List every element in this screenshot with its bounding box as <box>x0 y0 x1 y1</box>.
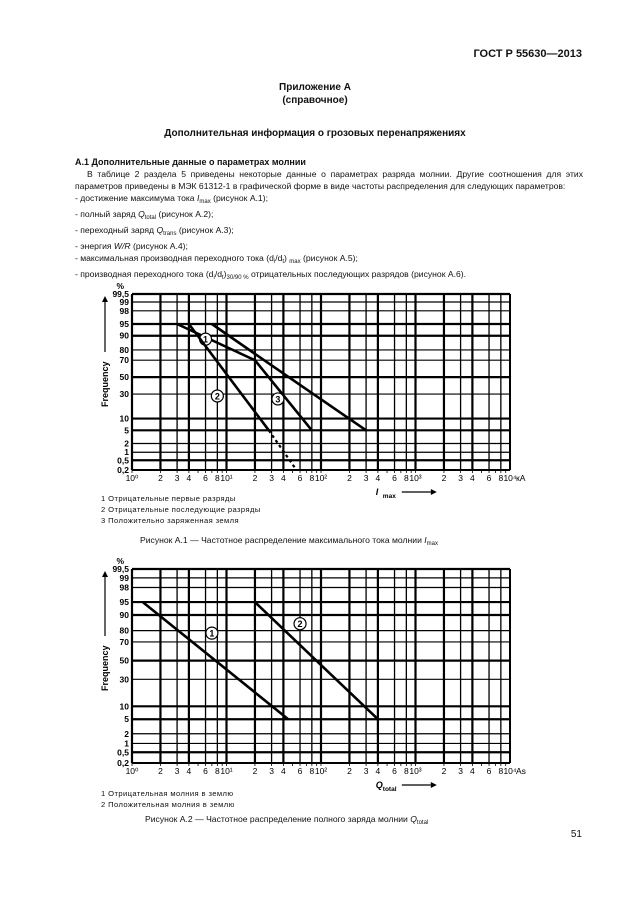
item-text: - производная переходного тока (d <box>75 269 214 279</box>
subsection-title: А.1 Дополнительные данные о параметрах молнии <box>75 157 306 167</box>
y-tick-label: 50 <box>119 655 129 666</box>
y-tick-label: 99,5 <box>112 289 129 299</box>
x-tick-label: 4 <box>281 473 286 483</box>
legend-entry: 3 Положительно заряженная земля <box>101 516 239 525</box>
annex-subtitle: (справочное) <box>282 95 348 106</box>
annex-title: Приложение А <box>279 82 351 93</box>
x-tick-label: 3 <box>363 766 369 776</box>
x-tick-label: 6 <box>203 473 208 483</box>
item-symbol: I <box>196 193 200 203</box>
x-tick-label: 10² <box>314 473 328 483</box>
figure-a1-caption-sub: max <box>426 541 439 547</box>
section-title: Дополнительная информация о грозовых перенапряжениях <box>164 128 466 139</box>
x-axis-label: I <box>375 487 379 497</box>
x-tick-label: 10⁴ <box>503 766 517 776</box>
x-tick-label: 8 <box>403 766 409 776</box>
item-text: - переходный заряд <box>75 225 157 235</box>
x-tick-label: 10¹ <box>220 473 233 483</box>
x-tick-label: 8 <box>309 766 315 776</box>
y-tick-label: 2 <box>124 438 129 449</box>
x-axis-label-sub: total <box>382 786 397 793</box>
y-tick-label: 90 <box>119 330 129 341</box>
y-tick-label: 10 <box>119 701 129 712</box>
x-axis-label-sub: max <box>382 493 396 500</box>
x-tick-label: 2 <box>158 766 163 776</box>
x-tick-label: 6 <box>297 473 303 483</box>
x-tick-label: 4 <box>186 766 192 776</box>
y-tick-label: 30 <box>119 674 129 685</box>
legend-entry: 2 Отрицательные последующие разряды <box>101 505 261 514</box>
parameter-list-item <box>75 224 583 240</box>
x-tick-label: 2 <box>347 473 352 483</box>
y-tick-label: 99 <box>119 572 129 583</box>
item-subscript: max <box>289 259 301 265</box>
x-tick-label: 3 <box>269 473 274 483</box>
page-number: 51 <box>570 829 582 840</box>
intro-block <box>75 168 583 284</box>
intro-paragraph: В таблице 2 раздела 5 приведены некоторые данные о параметрах разряда молнии. Другие соотношения для этих параметров приведены в МЭК 61312-1 в графической форме в виде частоты распределения для следующих параметров: <box>75 169 583 191</box>
x-tick-label: 8 <box>498 766 504 776</box>
y-tick-label: 80 <box>119 625 129 636</box>
y-tick-label: 1 <box>124 447 129 458</box>
item-symbol: Q <box>156 225 164 235</box>
figure-a2-caption-text: Рисунок А.2 — Частотное распределение полного заряда молнии <box>145 814 408 824</box>
x-tick-label: 8 <box>498 473 504 483</box>
document-header: ГОСТ Р 55630—2013 <box>473 48 582 60</box>
legend-entry: 1 Отрицательные первые разряды <box>101 494 236 503</box>
x-tick-label: 6 <box>297 766 303 776</box>
item-subscript: i <box>273 259 276 265</box>
x-axis-arrowhead <box>431 782 437 788</box>
x-tick-label: 2 <box>441 766 447 776</box>
x-tick-label: 4 <box>375 473 381 483</box>
x-tick-label: 6 <box>486 473 492 483</box>
y-axis-label: Frequency <box>100 361 110 407</box>
x-tick-label: 2 <box>158 473 163 483</box>
x-tick-label: 6 <box>203 766 208 776</box>
y-tick-label: 70 <box>119 636 129 647</box>
parameter-list-item <box>75 192 583 208</box>
x-tick-label: 8 <box>214 766 220 776</box>
series-label: 2 <box>297 619 303 630</box>
item-symbol: Q <box>138 209 145 219</box>
item-text: /d <box>275 253 283 263</box>
parameter-list-item <box>75 208 583 224</box>
x-tick-label: 2 <box>441 473 447 483</box>
item-subscript: max <box>199 199 211 205</box>
x-tick-label: 10³ <box>409 473 422 483</box>
item-text: ) <box>223 269 227 279</box>
x-tick-label: 10¹ <box>220 766 233 776</box>
y-unit-label: % <box>116 281 124 291</box>
series-label: 1 <box>209 628 215 639</box>
y-tick-label: 99 <box>119 297 129 308</box>
item-subscript: 30/90 % <box>226 275 249 281</box>
y-axis-arrowhead <box>102 571 108 577</box>
x-tick-label: 3 <box>269 766 274 776</box>
x-tick-label: 4 <box>281 766 286 776</box>
item-text: - полный заряд <box>75 209 139 219</box>
x-tick-label: 6 <box>392 766 397 776</box>
item-text: (рисунок А.5); <box>300 253 358 263</box>
series-label: 2 <box>214 391 220 402</box>
parameter-list-item <box>75 240 583 252</box>
item-text: (рисунок А.4); <box>130 241 188 251</box>
x-tick-label: 2 <box>252 473 258 483</box>
y-tick-label: 98 <box>119 582 129 593</box>
item-symbol: W/R <box>113 241 131 251</box>
item-text: (рисунок А.2); <box>156 209 214 219</box>
blank-panel <box>323 570 469 629</box>
legend-entry: 2 Положительная молния в землю <box>101 800 235 809</box>
y-axis-label: Frequency <box>100 645 110 691</box>
x-tick-label: 8 <box>403 473 409 483</box>
y-tick-label: 10 <box>119 413 129 424</box>
item-text: - достижение максимума тока <box>75 193 197 203</box>
x-tick-label: 3 <box>174 766 180 776</box>
y-tick-label: 80 <box>119 344 129 355</box>
legend-entry: 1 Отрицательная молния в землю <box>101 789 234 798</box>
x-tick-label: 6 <box>486 766 492 776</box>
item-text: /d <box>214 269 222 279</box>
x-axis-arrowhead <box>431 489 437 495</box>
y-tick-label: 95 <box>119 597 129 608</box>
y-tick-label: 0,2 <box>117 465 129 475</box>
item-subscript: trans <box>163 231 177 237</box>
x-tick-label: 4 <box>186 473 192 483</box>
x-tick-label: 2 <box>252 766 258 776</box>
figure-a1-caption-text: Рисунок А.1 — Частотное распределение максимального тока молнии <box>140 535 422 545</box>
item-subscript: t <box>282 259 285 265</box>
x-tick-label: 3 <box>174 473 180 483</box>
figure-a1-caption <box>140 535 438 547</box>
x-tick-label: 4 <box>470 766 475 776</box>
chart-qtotal <box>90 555 530 793</box>
x-tick-label: 10⁰ <box>125 766 139 776</box>
y-tick-label: 0,5 <box>117 747 129 758</box>
y-tick-label: 95 <box>119 318 129 329</box>
chart-imax-legend <box>101 493 261 526</box>
item-subscript: i <box>213 275 215 281</box>
y-tick-label: 5 <box>124 714 129 725</box>
x-tick-label: 10⁴ <box>503 473 517 483</box>
parameter-list-item <box>75 252 583 268</box>
figure-a1-caption-sym: I <box>424 535 427 545</box>
x-unit-label: кА <box>516 473 526 483</box>
x-axis-label: Q <box>375 780 383 790</box>
x-tick-label: 3 <box>458 766 463 776</box>
x-tick-label: 10⁰ <box>125 473 139 483</box>
figure-a2-caption <box>145 814 428 826</box>
x-tick-label: 8 <box>309 473 315 483</box>
x-tick-label: 2 <box>347 766 352 776</box>
y-tick-label: 0,5 <box>117 455 129 466</box>
series-label: 3 <box>275 394 281 405</box>
item-text: (рисунок А.1); <box>210 193 268 203</box>
x-tick-label: 10³ <box>409 766 422 776</box>
y-tick-label: 50 <box>119 372 129 383</box>
item-text: отрицательных последующих разрядов (рисунок А.6). <box>248 269 466 279</box>
x-tick-label: 6 <box>392 473 397 483</box>
x-tick-label: 4 <box>470 473 475 483</box>
x-tick-label: 3 <box>458 473 463 483</box>
blank-panel <box>323 295 469 348</box>
x-tick-label: 8 <box>214 473 220 483</box>
y-tick-label: 90 <box>119 609 129 620</box>
chart-qtotal-legend <box>101 788 235 810</box>
y-tick-label: 30 <box>119 389 129 400</box>
item-text: (рисунок А.3); <box>176 225 234 235</box>
item-subscript: total <box>144 215 157 221</box>
x-tick-label: 4 <box>375 766 381 776</box>
figure-a2-caption-sub: total <box>416 820 429 826</box>
item-text: - энергия <box>75 241 114 251</box>
y-tick-label: 1 <box>124 738 129 749</box>
item-subscript: t <box>221 275 224 281</box>
x-tick-label: 3 <box>363 473 369 483</box>
item-text: - максимальная производная переходного тока (d <box>75 253 274 263</box>
y-tick-label: 98 <box>119 305 129 316</box>
y-tick-label: 2 <box>124 728 129 739</box>
y-tick-label: 99,5 <box>112 564 129 574</box>
series-label: 1 <box>203 334 209 345</box>
item-text: ) <box>284 253 290 263</box>
parameter-list <box>75 192 583 284</box>
y-tick-label: 70 <box>119 355 129 366</box>
y-tick-label: 5 <box>124 425 129 436</box>
y-unit-label: % <box>116 556 124 566</box>
x-tick-label: 10² <box>314 766 328 776</box>
y-tick-label: 0,2 <box>117 758 129 768</box>
y-axis-arrowhead <box>102 296 108 302</box>
x-unit-label: As <box>516 766 526 776</box>
figure-a2-caption-sym: Q <box>410 814 417 824</box>
